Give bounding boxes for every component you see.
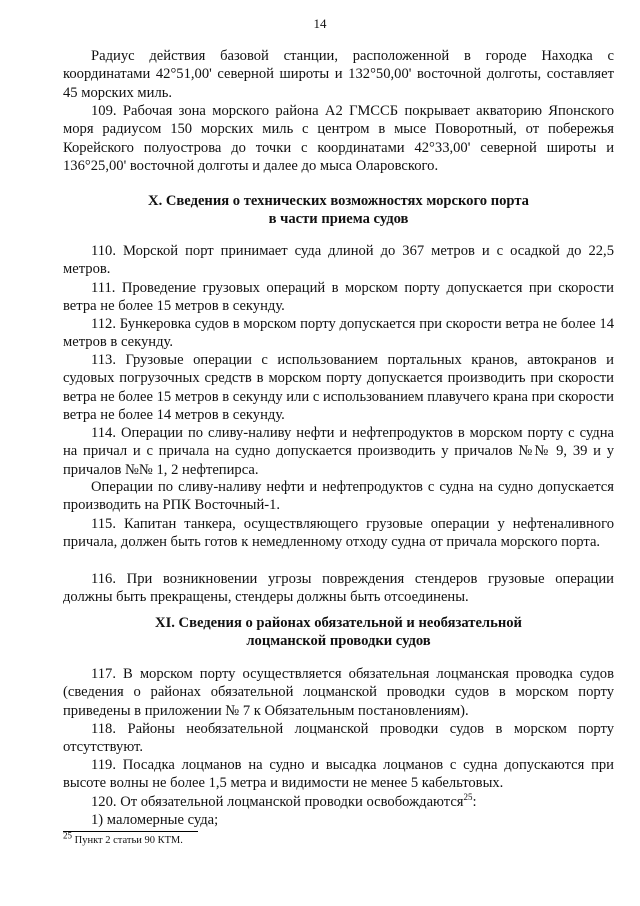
paragraph-116: 116. При возникновении угрозы повреждения стендеров грузовые операции должны быть прекращены, стендеры должны быть отсоединены. <box>63 571 614 606</box>
paragraph-120 <box>63 793 614 811</box>
footnote-mark: 25 <box>63 830 72 841</box>
footnote-text: Пункт 2 статьи 90 КТМ. <box>72 835 183 846</box>
paragraph-120-text: 120. От обязательной лоцманской проводки освобождаются <box>91 794 464 810</box>
paragraph-118: 118. Районы необязательной лоцманской проводки судов в морском порту отсутствуют. <box>63 721 614 756</box>
paragraph-113: 113. Грузовые операции с использованием портальных кранов, автокранов и судовых погрузочных средств в морском порту допускается производить при скорости ветра не более 15 метров в секунду или с использованием плавучего крана при скорости ветра не более 14 метров в секунду. <box>63 352 614 423</box>
page-number: 14 <box>313 16 327 31</box>
section-11-heading-line2: лоцманской проводки судов <box>246 633 431 649</box>
paragraph-112: 112. Бункеровка судов в морском порту допускается при скорости ветра не более 14 метров в секунду. <box>63 316 614 351</box>
section-10-heading-line1: X. Сведения о технических возможностях морского порта <box>148 193 529 209</box>
section-10-heading-line2: в части приема судов <box>268 211 409 227</box>
section-11-heading-line1: XI. Сведения о районах обязательной и необязательной <box>155 615 522 631</box>
paragraph-111: 111. Проведение грузовых операций в морском порту допускается при скорости ветра не более 15 метров в секунду. <box>63 280 614 315</box>
footnote <box>63 830 183 846</box>
paragraph-120-item-1: 1) маломерные суда; <box>91 812 219 828</box>
paragraph-110: 110. Морской порт принимает суда длиной до 367 метров и с осадкой до 22,5 метров. <box>63 243 614 278</box>
paragraph-120-colon: : <box>472 794 477 810</box>
paragraph-114: 114. Операции по сливу-наливу нефти и нефтепродуктов в морском порту с судна на причал и с причала на судно допускается производить у причалов №№ 9, 39 и у причалов №№ 1, 2 нефтепирса. <box>63 425 614 478</box>
paragraph-119: 119. Посадка лоцманов на судно и высадка лоцманов с судна допускаются при высоте волны не более 1,5 метра и видимости не менее 5 кабельтовых. <box>63 757 614 792</box>
paragraph-109: 109. Рабочая зона морского района А2 ГМССБ покрывает акваторию Японского моря радиусом 150 морских миль с центром в мысе Поворотный, от побережья Корейского полуострова до точки с координатами 42°33,00' северной широты и 136°25,00' восточной долготы и далее до мыса Оларовского. <box>63 103 614 174</box>
footnote-reference-25: 25 <box>463 792 473 803</box>
paragraph-117: 117. В морском порту осуществляется обязательная лоцманская проводка судов (сведения о районах обязательной лоцманской проводки судов в морском порту приведены в приложении № 7 к Обязательным постановлениям). <box>63 666 614 719</box>
paragraph-115: 115. Капитан танкера, осуществляющего грузовые операции у нефтеналивного причала, должен быть готов к немедленному отходу судна от причала морского порта. <box>63 516 614 551</box>
footnote-separator <box>63 831 198 832</box>
paragraph-114-continued: Операции по сливу-наливу нефти и нефтепродуктов с судна на судно допускается производить на РПК Восточный-1. <box>63 479 614 514</box>
paragraph-base-station-radius: Радиус действия базовой станции, расположенной в городе Находка с координатами 42°51,00' северной широты и 132°50,00' восточной долготы, составляет 45 морских миль. <box>63 48 614 101</box>
